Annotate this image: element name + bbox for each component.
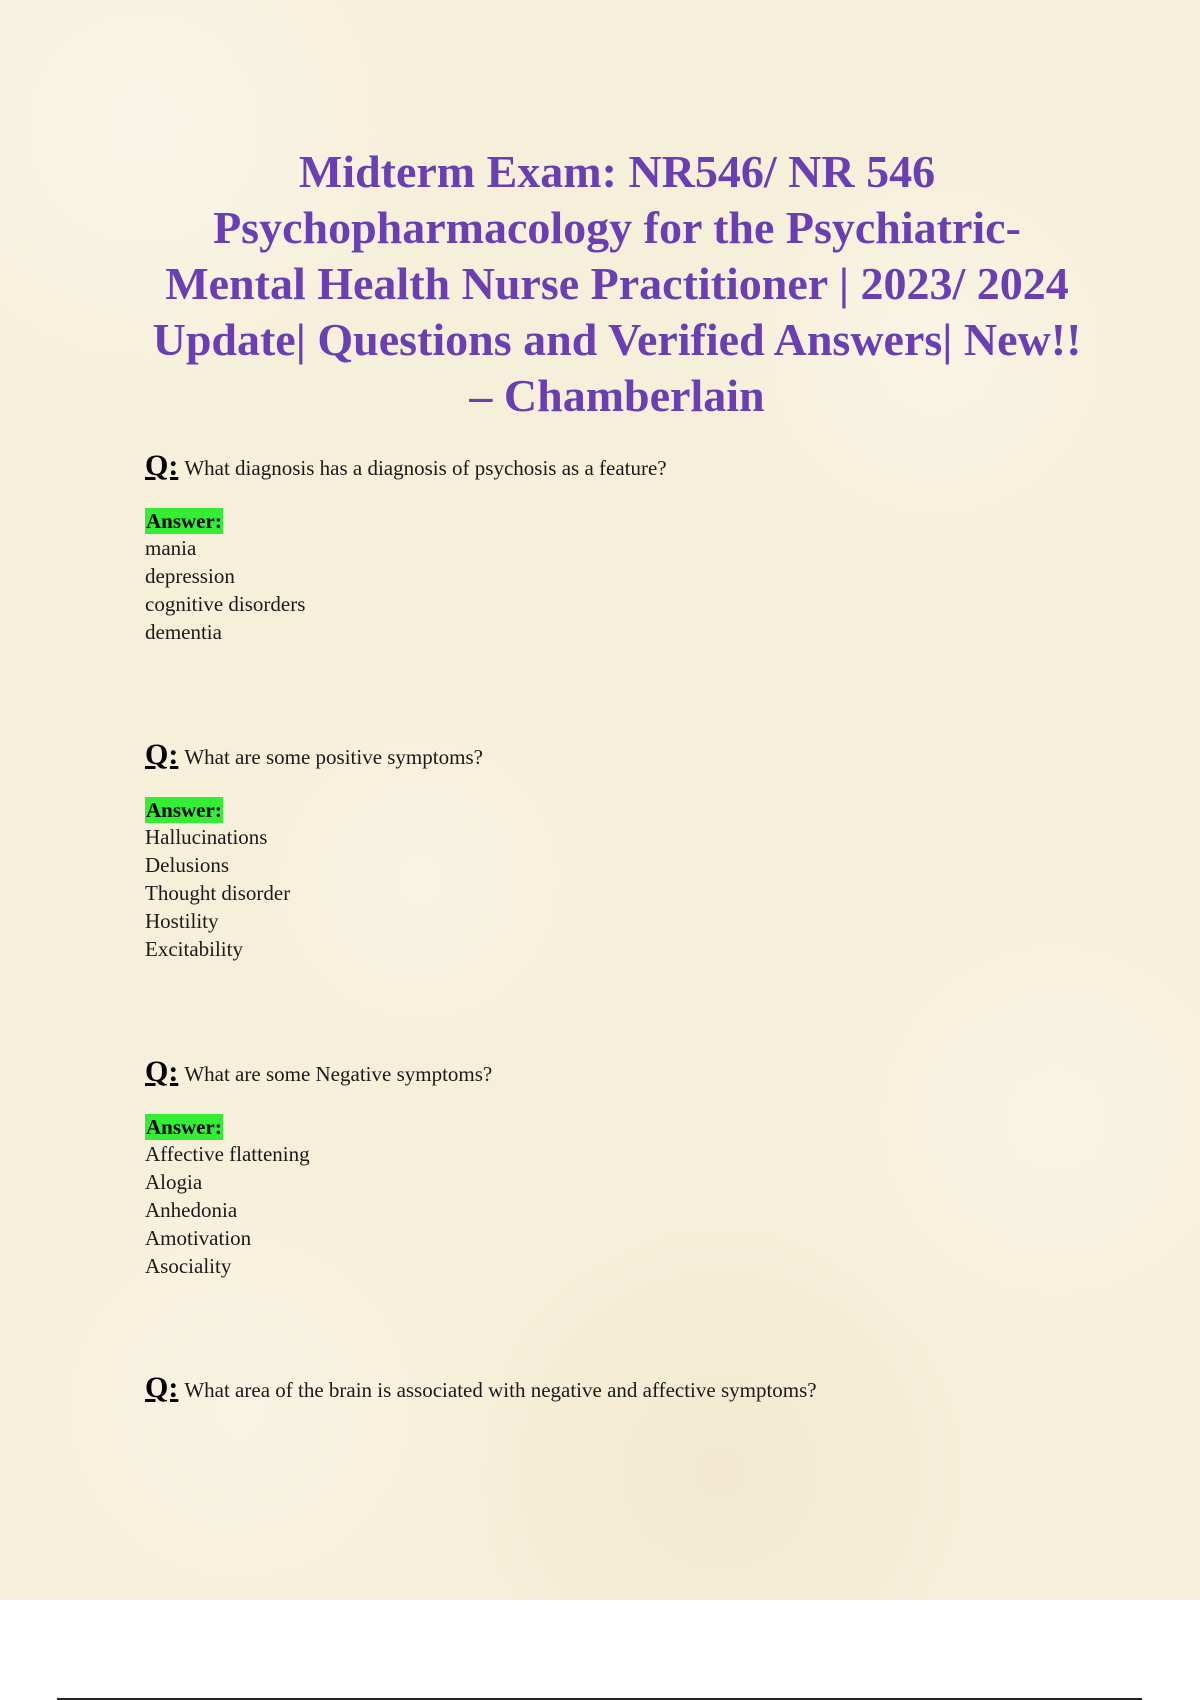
question-text: What area of the brain is associated with negative and affective symptoms? [184, 1378, 817, 1402]
question-line [145, 449, 1145, 482]
qa-item [145, 738, 1145, 963]
question-text: What are some Negative symptoms? [184, 1062, 493, 1086]
answer-item: Hostility [145, 909, 219, 933]
answer-item: Delusions [145, 853, 229, 877]
answer-item: Asociality [145, 1254, 232, 1278]
answer-item: Amotivation [145, 1226, 252, 1250]
answer-item: Hallucinations [145, 825, 268, 849]
question-line [145, 1371, 1145, 1404]
answer-label: Answer: [146, 509, 222, 533]
answer-item: Affective flattening [145, 1142, 310, 1166]
question-label: Q: [145, 449, 179, 482]
answer-list [145, 534, 1145, 646]
answer-label: Answer: [146, 1115, 222, 1139]
answer-list [145, 823, 1145, 963]
answer-item: dementia [145, 620, 222, 644]
answer-item: Excitability [145, 937, 243, 961]
question-label: Q: [145, 1371, 179, 1404]
answer-item: depression [145, 564, 235, 588]
question-line [145, 1055, 1145, 1088]
answer-list [145, 1140, 1145, 1280]
question-text: What are some positive symptoms? [184, 745, 483, 769]
question-line [145, 738, 1145, 771]
qa-item [145, 1055, 1145, 1280]
answer-item: mania [145, 536, 197, 560]
qa-item [145, 449, 1145, 646]
qa-item [145, 1371, 1145, 1404]
answer-item: Alogia [145, 1170, 203, 1194]
question-label: Q: [145, 1055, 179, 1088]
answer-item: cognitive disorders [145, 592, 306, 616]
question-text: What diagnosis has a diagnosis of psychosis as a feature? [184, 456, 667, 480]
document-title: Midterm Exam: NR546/ NR 546 Psychopharmacology for the Psychiatric-Mental Health Nurse Practitioner | 2023/ 2024 Update| Questions and Verified Answers| New!! – Chamberlain [152, 146, 1082, 421]
answer-item: Thought disorder [145, 881, 291, 905]
question-label: Q: [145, 738, 179, 771]
answer-label: Answer: [146, 798, 222, 822]
answer-item: Anhedonia [145, 1198, 238, 1222]
